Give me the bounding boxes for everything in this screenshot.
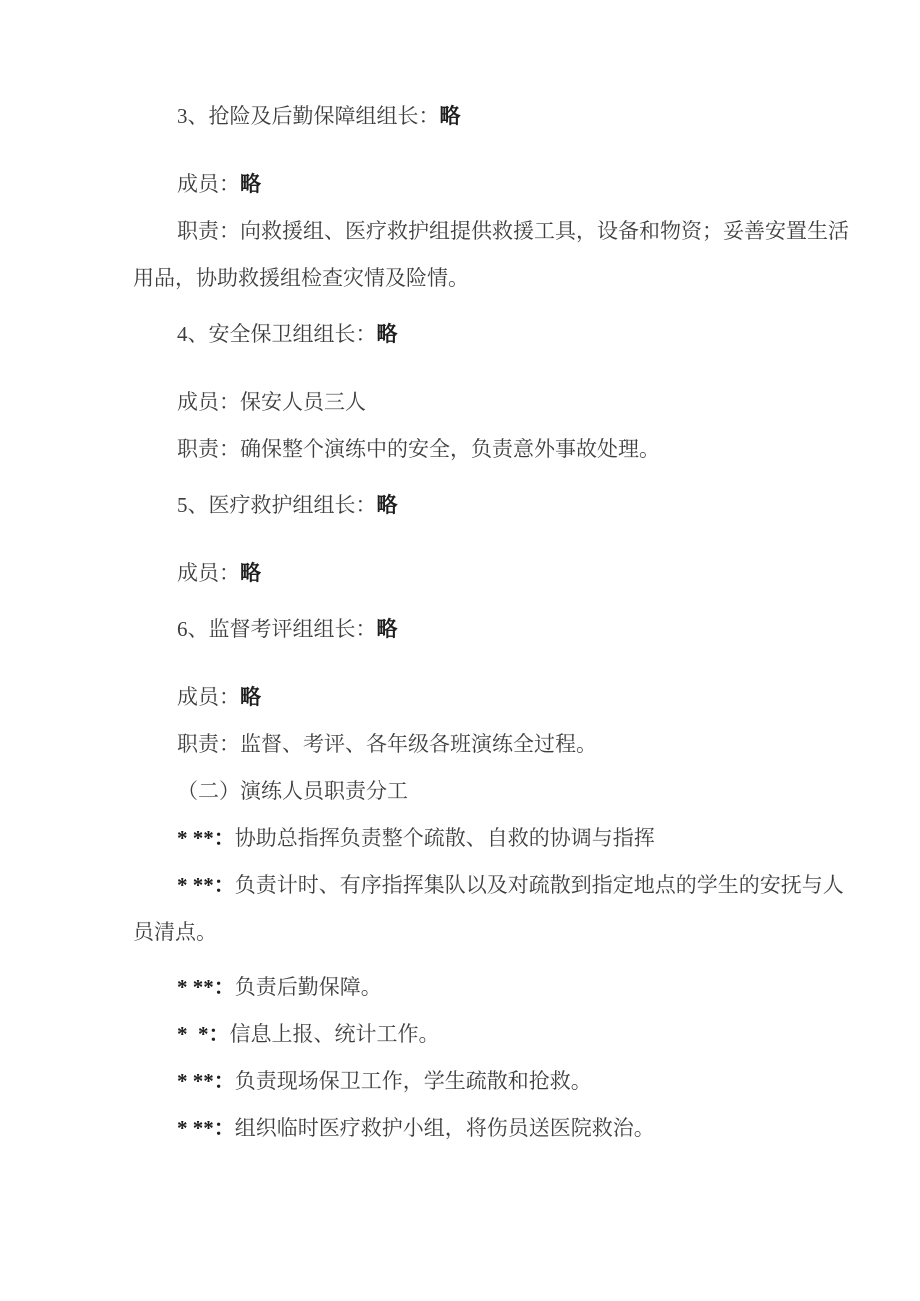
- para-group5-leader: [133, 482, 862, 529]
- para-duty-1: [133, 815, 862, 862]
- para-duty-2-stars: * **：: [177, 873, 235, 897]
- para-group3-leader: [133, 93, 862, 140]
- para-group6-leader: [133, 606, 862, 653]
- para-duty-4: [133, 1011, 862, 1058]
- para-group4-members: [133, 379, 862, 426]
- para-duty-5: [133, 1058, 862, 1105]
- para-duty-4-stars: * *：: [177, 1022, 230, 1046]
- para-duty-3-text: 负责后勤保障。: [234, 975, 382, 999]
- para-group6-duties-text: 职责：监督、考评、各年级各班演练全过程。: [177, 732, 597, 756]
- para-group3-members-value: 略: [240, 172, 261, 196]
- para-group3-members-label: 成员：: [177, 172, 240, 196]
- para-duty-6-text: 组织临时医疗救护小组，将伤员送医院救治。: [234, 1116, 655, 1140]
- para-duty-2-text: 负责计时、有序指挥集队以及对疏散到指定地点的学生的安抚与人员清点。: [133, 873, 844, 944]
- section-heading-text: （二）演练人员职责分工: [177, 779, 408, 803]
- para-group4-members-text: 成员：保安人员三人: [177, 390, 366, 414]
- para-duty-1-stars: * **：: [177, 826, 235, 850]
- para-group3-leader-value: 略: [439, 104, 461, 128]
- para-group3-duties: [133, 208, 862, 302]
- para-group6-members-label: 成员：: [177, 685, 240, 709]
- para-group5-leader-label: 5、医疗救护组组长：: [177, 493, 377, 517]
- para-group5-members: [133, 550, 862, 597]
- para-group4-leader-label: 4、安全保卫组组长：: [177, 322, 377, 346]
- para-group6-leader-value: 略: [376, 617, 398, 641]
- para-group4-duties-text: 职责：确保整个演练中的安全，负责意外事故处理。: [177, 437, 660, 461]
- para-group6-members-value: 略: [240, 685, 261, 709]
- para-group6-leader-label: 6、监督考评组组长：: [177, 617, 377, 641]
- para-duty-6-stars: * **：: [177, 1116, 235, 1140]
- para-duty-2: [133, 862, 862, 956]
- para-group4-leader: [133, 311, 862, 358]
- para-group6-duties: [133, 721, 862, 768]
- para-group5-members-value: 略: [240, 561, 261, 585]
- para-duty-3-stars: * **：: [177, 975, 235, 999]
- para-group3-duties-text: 职责：向救援组、医疗救护组提供救援工具，设备和物资；妥善安置生活用品，协助救援组检查灾情及险情。: [133, 219, 849, 290]
- para-duty-6: [133, 1105, 862, 1152]
- para-duty-1-text: 协助总指挥负责整个疏散、自救的协调与指挥: [234, 826, 655, 850]
- para-group5-members-label: 成员：: [177, 561, 240, 585]
- para-group4-duties: [133, 426, 862, 473]
- section-heading-personnel-duties: [133, 768, 862, 815]
- para-group5-leader-value: 略: [376, 493, 398, 517]
- para-duty-5-stars: * **：: [177, 1069, 235, 1093]
- para-duty-5-text: 负责现场保卫工作，学生疏散和抢救。: [234, 1069, 592, 1093]
- para-group4-leader-value: 略: [376, 322, 398, 346]
- para-group3-members: [133, 161, 862, 208]
- para-group3-leader-label: 3、抢险及后勤保障组组长：: [177, 104, 440, 128]
- para-group6-members: [133, 674, 862, 721]
- para-duty-4-text: 信息上报、统计工作。: [229, 1022, 440, 1046]
- para-duty-3: [133, 964, 862, 1011]
